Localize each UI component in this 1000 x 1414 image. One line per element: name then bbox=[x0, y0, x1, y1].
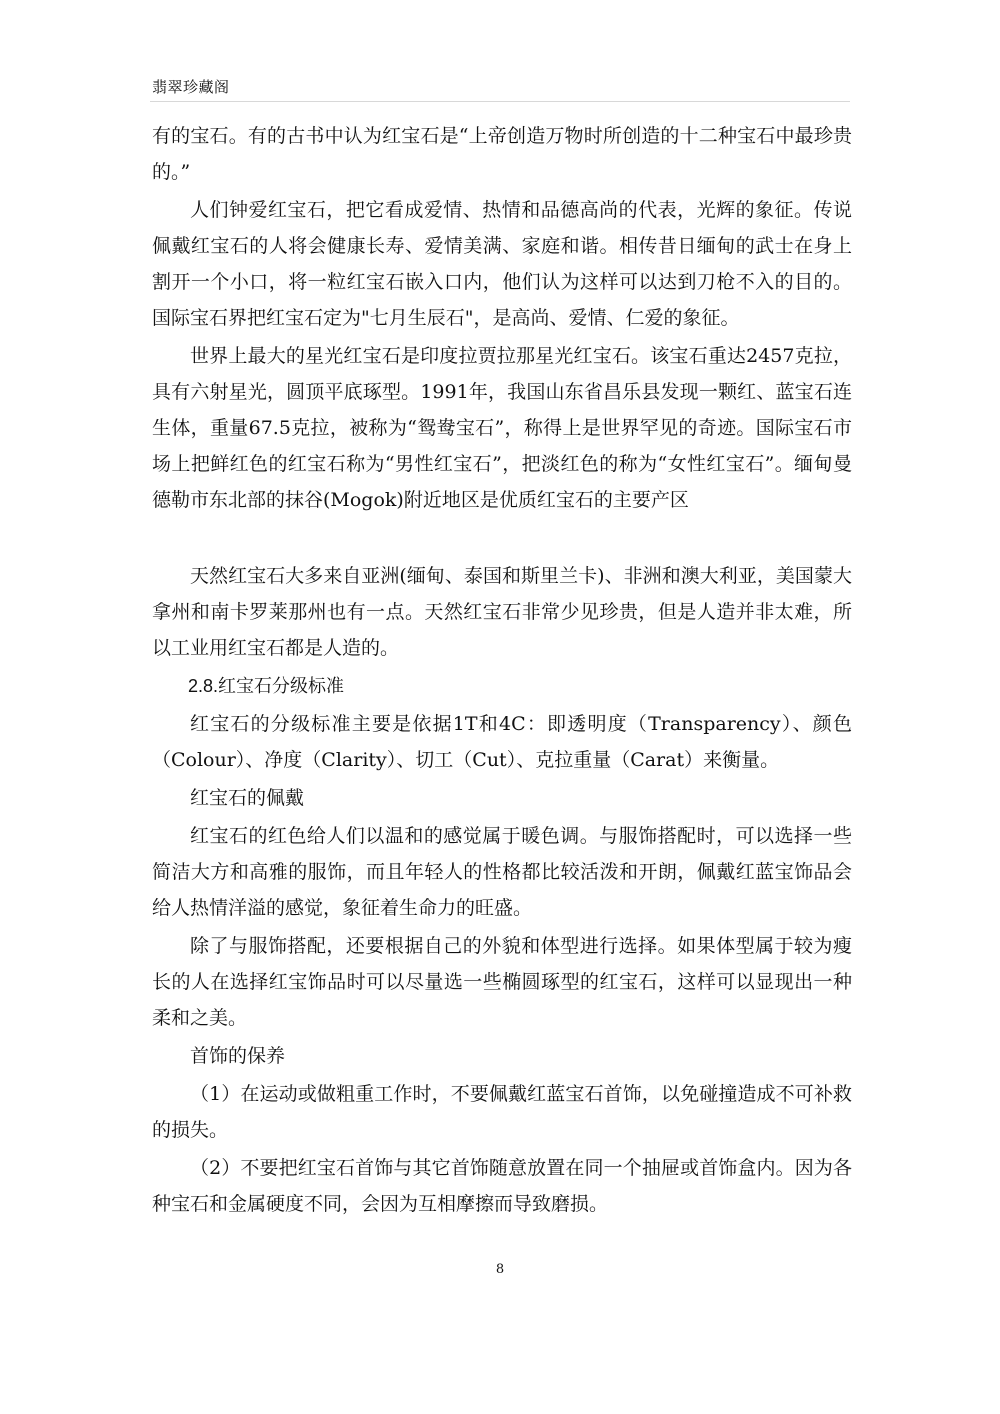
page-number: 8 bbox=[495, 1262, 505, 1277]
paragraph: 天然红宝石大多来自亚洲(缅甸、泰国和斯里兰卡)、非洲和澳大利亚，美国蒙大拿州和南卡罗莱那州也有一点。天然红宝石非常少见珍贵，但是人造并非太难，所以工业用红宝石都是人造的。 bbox=[152, 565, 852, 659]
header-divider bbox=[150, 101, 850, 102]
paragraph: 除了与服饰搭配，还要根据自己的外貌和体型进行选择。如果体型属于较为瘦长的人在选择红宝饰品时可以尽量选一些椭圆琢型的红宝石，这样可以显现出一种柔和之美。 bbox=[152, 935, 852, 1029]
list-item: （1）在运动或做粗重工作时，不要佩戴红蓝宝石首饰，以免碰撞造成不可补救的损失。 bbox=[152, 1083, 852, 1141]
paragraph: 红宝石的分级标准主要是依据1T和4C：即透明度（Transparency）、颜色（Colour）、净度（Clarity）、切工（Cut）、克拉重量（Carat）来衡量。 bbox=[152, 713, 852, 771]
section-heading: 2.8.红宝石分级标准 bbox=[188, 676, 345, 696]
running-header: 翡翠珍藏阁 bbox=[152, 78, 230, 96]
paragraph: 红宝石的红色给人们以温和的感觉属于暖色调。与服饰搭配时，可以选择一些简洁大方和高雅的服饰，而且年轻人的性格都比较活泼和开朗，佩戴红蓝宝饰品会给人热情洋溢的感觉，象征着生命力的旺盛。 bbox=[152, 825, 852, 919]
paragraph: 世界上最大的星光红宝石是印度拉贾拉那星光红宝石。该宝石重达2457克拉，具有六射星光，圆顶平底琢型。1991年，我国山东省昌乐县发现一颗红、蓝宝石连生体，重量67.5克拉，被称为“鸳鸯宝石”，称得上是世界罕见的奇迹。国际宝石市场上把鲜红色的红宝石称为“男性红宝石”，把淡红色的称为“女性红宝石”。缅甸曼德勒市东北部的抹谷(Mogok)附近地区是优质红宝石的主要产区 bbox=[152, 345, 852, 511]
list-item: （2）不要把红宝石首饰与其它首饰随意放置在同一个抽屉或首饰盒内。因为各种宝石和金属硬度不同，会因为互相摩擦而导致磨损。 bbox=[152, 1157, 852, 1215]
subheading: 首饰的保养 bbox=[190, 1045, 286, 1067]
body-text bbox=[152, 118, 852, 1224]
paragraph: 人们钟爱红宝石，把它看成爱情、热情和品德高尚的代表，光辉的象征。传说佩戴红宝石的人将会健康长寿、爱情美满、家庭和谐。相传昔日缅甸的武士在身上割开一个小口，将一粒红宝石嵌入口内，他们认为这样可以达到刀枪不入的目的。国际宝石界把红宝石定为"七月生辰石"，是高尚、爱情、仁爱的象征。 bbox=[152, 199, 852, 329]
subheading: 红宝石的佩戴 bbox=[190, 787, 305, 809]
paragraph-continued: 有的宝石。有的古书中认为红宝石是“上帝创造万物时所创造的十二种宝石中最珍贵的。” bbox=[152, 125, 852, 183]
